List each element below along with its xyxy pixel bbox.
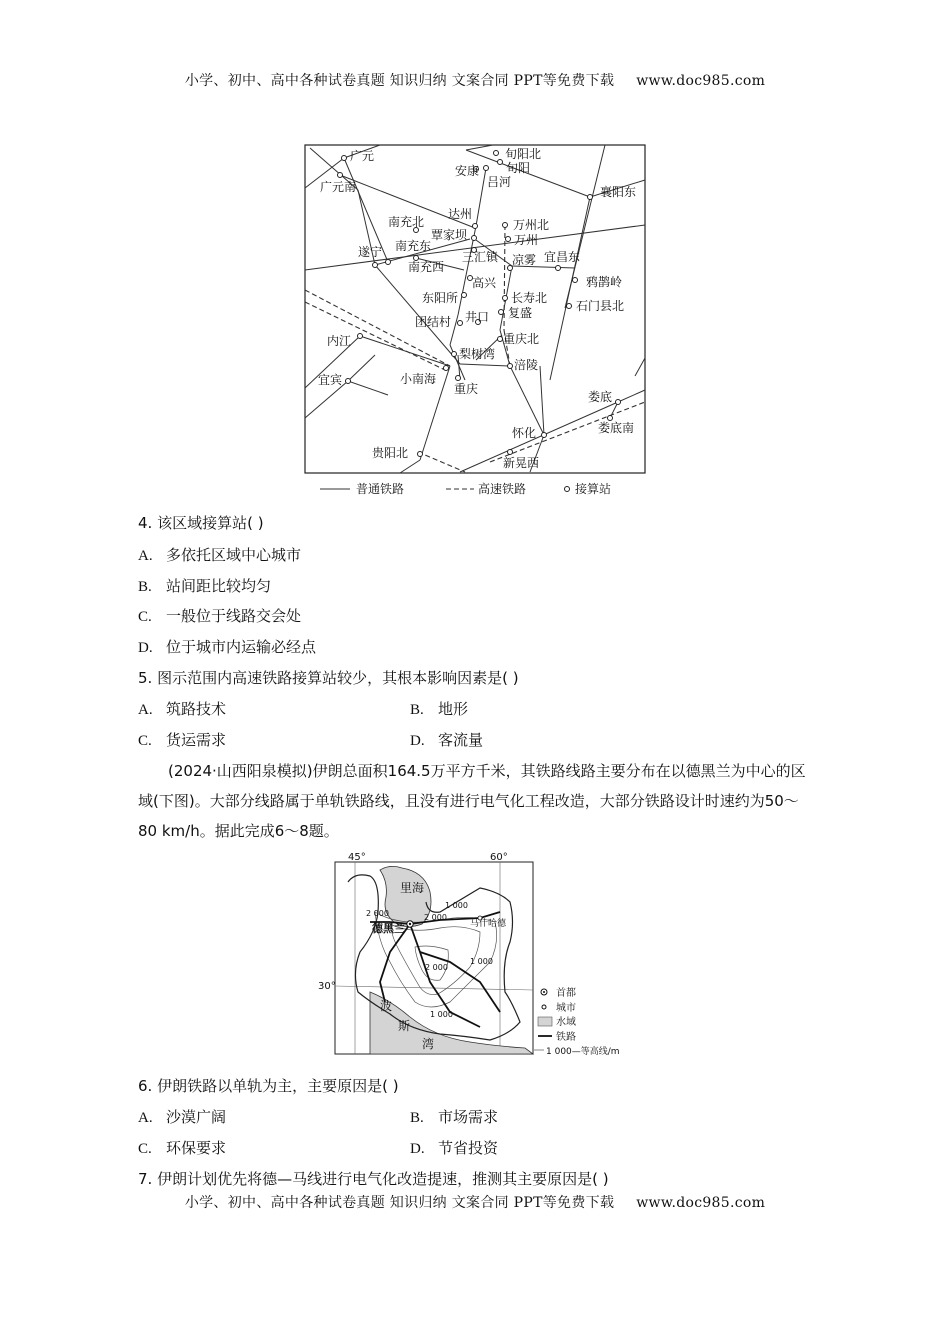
station-label-20: 东阳所 [422,291,459,305]
question-6-stem: 6. 伊朗铁路以单轨为主，主要原因是( ) [138,1077,399,1095]
station-label-6: 襄阳东 [600,185,637,199]
station-label-18: 高兴 [472,276,497,290]
station-label-8: 万州北 [513,218,550,232]
q6-option-d: D. 节省投资 [410,1139,499,1157]
station-label-11: 万州 [514,233,539,247]
map2-contour-5: 1 000 [430,1010,453,1019]
station-label-9: 南充北 [388,215,425,229]
station-label-28: 梨树湾 [459,347,496,361]
legend-rail: 铁路 [556,1032,576,1043]
footer-site: www.doc985.com [636,1195,766,1211]
q4-option-a: A. 多依托区域中心城市 [138,546,302,564]
map2-gulf-2: 斯 [398,1019,411,1033]
station-label-17: 凉雾 [512,253,537,267]
page-footer [0,1192,950,1212]
q4-option-b: B. 站间距比较均匀 [138,577,272,595]
q5-option-a: A. 筑路技术 [138,700,227,718]
map2-gulf-1: 波 [380,999,393,1013]
map2-lon2: 60° [490,852,508,863]
q6-option-c: C. 环保要求 [138,1139,227,1157]
station-label-25: 复盛 [508,306,533,320]
page-header [0,70,950,90]
map1-legend [320,481,611,496]
station-label-35: 娄底南 [598,421,635,435]
legend-capital: 首都 [556,988,576,999]
q5-option-c: C. 货运需求 [138,731,227,749]
station-label-32: 重庆 [454,382,479,396]
question-5-stem: 5. 图示范围内高速铁路接算站较少，其根本影响因素是( ) [138,669,519,687]
legend-highspeed: 高速铁路 [478,482,527,496]
map2-gulf-3: 湾 [422,1037,435,1051]
legend-normal: 普通铁路 [356,482,405,496]
q4-option-c: C. 一般位于线路交会处 [138,607,302,625]
q6-option-a: A. 沙漠广阔 [138,1108,227,1126]
railway-map [300,140,650,500]
legend-contour: 1 000—等高线/m [546,1047,620,1057]
station-label-12: 遂宁 [358,245,383,259]
station-label-30: 宜宾 [318,373,343,387]
legend-city: 城市 [556,1003,576,1014]
station-label-26: 内江 [327,334,352,348]
map2-lat: 30° [318,981,336,992]
q4-option-d: D. 位于城市内运输必经点 [138,638,317,656]
station-label-37: 新晃西 [503,456,540,470]
station-label-29: 涪陵 [514,358,539,372]
map2-contour-3: 2 000 [424,913,447,922]
station-label-19: 鸦鹊岭 [586,275,623,289]
station-label-22: 石门县北 [576,299,625,313]
question-4-stem: 4. 该区域接算站( ) [138,514,264,532]
map2-caspian: 里海 [400,881,425,895]
iran-map [318,852,630,1062]
station-label-3: 旬阳 [506,161,531,175]
station-label-5: 吕河 [487,175,512,189]
map2-legend [534,986,620,1057]
station-label-33: 娄底 [588,390,613,404]
station-label-13: 南充东 [395,239,432,253]
station-label-0: 广元 [350,149,375,163]
station-label-31: 小南海 [400,372,437,386]
station-label-1: 广元南 [320,180,357,194]
q5-option-d: D. 客流量 [410,731,484,749]
map2-contour-4: 2 000 [425,963,448,972]
intro-paragraph: (2024·山西阳泉模拟)伊朗总面积164.5万平方千米，其铁路线路主要分布在以德黑兰为中心的区域(下图)。大部分线路属于单轨铁路线，且没有进行电气化工程改造，大部分铁路设计时速约为50～80 km/h。据此完成6～8题。 [138,762,806,840]
station-label-36: 贵阳北 [372,446,409,460]
map2-contour-2: 2 000 [366,909,389,918]
station-label-21: 长寿北 [511,291,548,305]
q6-option-b: B. 市场需求 [410,1108,499,1126]
map2-contour-6: 1 000 [470,957,493,966]
map2-tehran: 德黑兰 [372,922,405,935]
station-label-16: 南充西 [408,260,445,274]
station-label-24: 井口 [465,310,490,324]
header-text: 小学、初中、高中各种试卷真题 知识归纳 文案合同 PPT等免费下载 [184,73,615,89]
map2-contour-1: 1 000 [445,901,468,910]
station-label-7: 达州 [448,207,473,221]
station-label-2: 旬阳北 [505,147,542,161]
station-label-10: 覃家坝 [431,228,468,242]
station-label-4: 安康 [455,164,480,178]
map2-mashhad: 马什哈德 [470,919,507,929]
station-label-34: 怀化 [512,426,537,440]
legend-station: 接算站 [575,482,612,496]
map2-frame [335,862,533,1054]
footer-text: 小学、初中、高中各种试卷真题 知识归纳 文案合同 PPT等免费下载 [184,1195,615,1211]
station-label-15: 宜昌东 [544,250,581,264]
q5-option-b: B. 地形 [410,700,469,718]
station-label-27: 重庆北 [503,332,540,346]
map2-lon1: 45° [348,852,366,863]
legend-water: 水域 [556,1017,576,1028]
question-7-stem: 7. 伊朗计划优先将德—马线进行电气化改造提速，推测其主要原因是( ) [138,1170,609,1188]
station-label-14: 三汇镇 [462,250,499,264]
header-site: www.doc985.com [636,73,766,89]
station-label-23: 团结村 [415,315,452,329]
